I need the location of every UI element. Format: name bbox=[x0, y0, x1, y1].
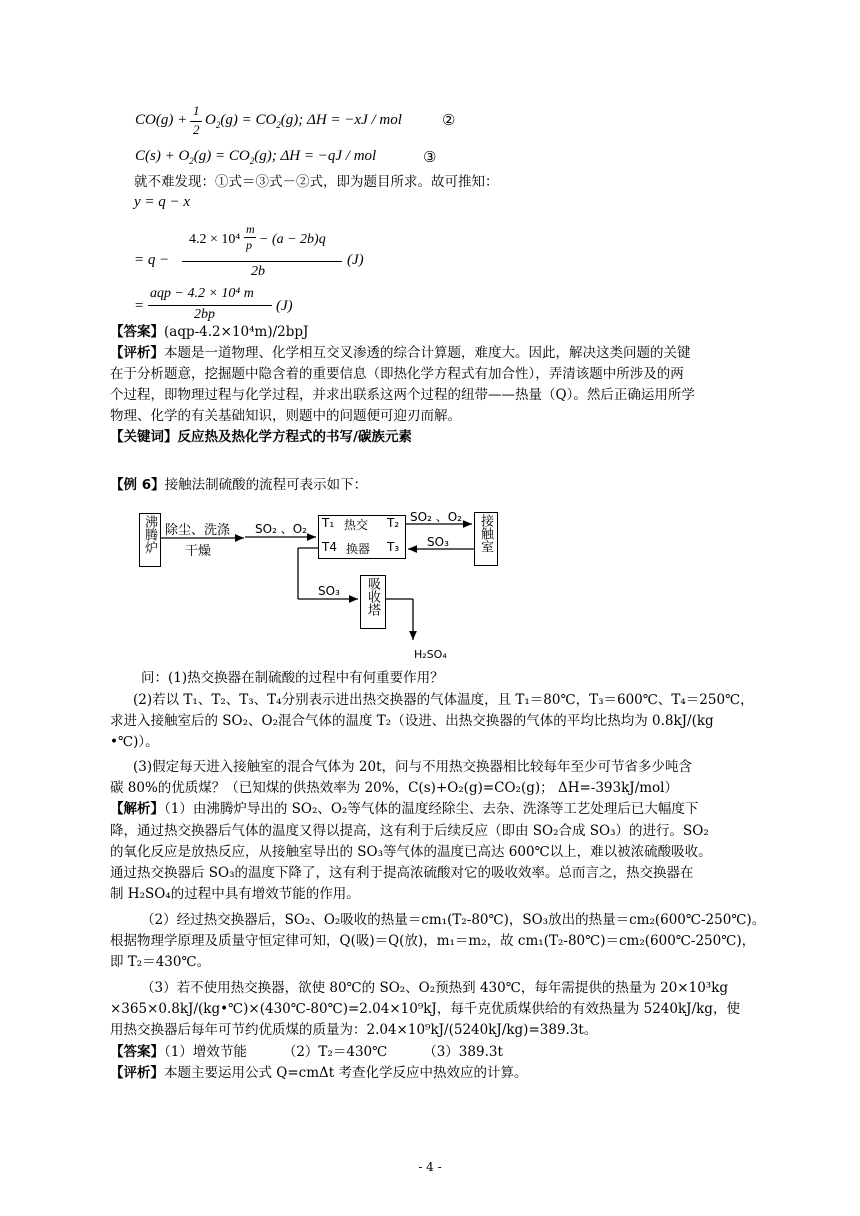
question-2-line-1: (2)若以 T₁、T₂、T₃、T₄分别表示进出热交换器的气体温度，且 T₁＝80℃，T₃＝600℃、T₄＝250℃， bbox=[133, 692, 754, 708]
answer-6: 【答案】（1）增效节能 （2）T₂＝430℃ （3）389.3t bbox=[110, 1044, 503, 1060]
analysis-p2-line-1: （2）经过热交换器后，SO₂、O₂吸收的热量＝cm₁(T₂-80℃)，SO₃放出的热量＝cm₂(600℃-250℃)。 bbox=[141, 912, 766, 928]
question-3-line-2: 碳 80%的优质煤？（已知煤的供热效率为 20%，C(s)+O₂(g)=CO₂(g)； ΔH=-393kJ/mol） bbox=[110, 780, 678, 796]
question-2-line-2: 求进入接触室后的 SO₂、O₂混合气体的温度 T₂（设进、出热交换器的气体的平均比热均为 0.8kJ/(kg bbox=[110, 713, 714, 729]
question-1: 问：(1)热交换器在制硫酸的过程中有何重要作用？ bbox=[141, 670, 444, 686]
example-6-heading: 【例 6】接触法制硫酸的流程可表示如下： bbox=[110, 477, 368, 493]
review-5-line-4: 物理、化学的有关基础知识，则题中的问题便可迎刃而解。 bbox=[110, 408, 461, 424]
inference-text: 就不难发现：①式＝③式－②式，即为题目所求。故可推知： bbox=[134, 174, 499, 190]
hx-bottom-label: 换器 bbox=[346, 542, 371, 556]
analysis-p1-line-2: 降，通过热交换器后气体的温度又得以提高，这有利于后续反应（即由 SO₂合成 SO₃）的进行。SO₂ bbox=[110, 823, 709, 839]
product-label: H₂SO₄ bbox=[414, 648, 447, 661]
y-equation: y = q − x bbox=[134, 194, 191, 210]
analysis-p1-line-4: 通过热交换器后 SO₃的温度下降了，这有利于提高浓硫酸对它的吸收效率。总而言之，热交换器在 bbox=[110, 865, 694, 881]
so3-back-label: SO₃ bbox=[427, 535, 449, 549]
step-dry: 干燥 bbox=[185, 544, 212, 559]
equation-3: $C(s) + O_2(g) = CO_2(g)$; ΔH = −qJ / mol ③ bbox=[135, 148, 437, 166]
derivation-step-2: = aqp − 4.2 × 10⁴ m 2bp (J) bbox=[134, 286, 293, 322]
analysis-p1-line-5: 制 H₂SO₄的过程中具有增效节能的作用。 bbox=[110, 886, 360, 902]
answer-5: 【答案】(aqp-4.2×10⁴m)/2bpJ bbox=[110, 324, 309, 340]
review-6: 【评析】本题主要运用公式 Q=cmΔt 考查化学反应中热效应的计算。 bbox=[110, 1065, 528, 1081]
analysis-p3-line-1: （3）若不使用热交换器，欲使 80℃的 SO₂、O₂预热到 430℃，每年需提供的热量为 20×10³kg bbox=[141, 980, 729, 996]
eq3-tag: ③ bbox=[423, 148, 437, 166]
hx-top-label: 热交 bbox=[344, 518, 369, 532]
analysis-p3-line-2: ×365×0.8kJ/(kg•℃)×(430℃-80℃)=2.04×10⁹kJ，每千克优质煤供给的有效热量为 5240kJ/kg，使 bbox=[110, 1001, 740, 1017]
hx-t1: T₁ bbox=[322, 516, 335, 530]
analysis-p1-line-1: 【解析】（1）由沸腾炉导出的 SO₂、O₂等气体的温度经除尘、去杂、洗涤等工艺处理后已大幅度下 bbox=[110, 801, 699, 817]
page-number: - 4 - bbox=[418, 1160, 442, 1174]
analysis-p2-line-2: 根据物理学原理及质量守恒定律可知，Q(吸)＝Q(放)，m₁＝m₂，故 cm₁(T₂-80℃)＝cm₂(600℃-250℃)， bbox=[110, 933, 756, 949]
step-dedust-wash: 除尘、洗涤 bbox=[165, 523, 231, 538]
review-5-line-1: 【评析】本题是一道物理、化学相互交叉渗透的综合计算题，难度大。因此，解决这类问题的关键 bbox=[110, 345, 691, 361]
review-5-line-2: 在于分析题意，挖掘题中隐含着的重要信息（即热化学方程式有加合性），弄清该题中所涉及的两 bbox=[110, 366, 684, 382]
absorber-label: 吸收塔 bbox=[365, 577, 380, 616]
contact-room-label: 接触室 bbox=[478, 514, 493, 553]
derivation-step-1: = q − 4.2 × 10⁴ m p − (a − 2b)q 2b (J) bbox=[134, 222, 364, 279]
analysis-p2-line-3: 即 T₂＝430℃。 bbox=[110, 954, 211, 970]
question-2-line-3: •℃)）。 bbox=[110, 734, 159, 750]
question-3-line-1: (3)假定每天进入接触室的混合气体为 20t，问与不用热交换器相比较每年至少可节省多少吨含 bbox=[133, 759, 693, 775]
hx-t4: T4 bbox=[322, 540, 337, 554]
eq2-tag: ② bbox=[442, 111, 456, 129]
furnace-label: 沸腾炉 bbox=[142, 515, 157, 554]
gas-in-label: SO₂ 、O₂ bbox=[255, 522, 307, 536]
equation-2: CO(g) + 1 2 $O_2(g) = CO_2(g)$; ΔH = −xJ / mol ② bbox=[135, 103, 456, 137]
review-5-line-3: 个过程，即物理过程与化学过程，并求出联系这两个过程的纽带——热量（Q）。然后正确运用所学 bbox=[110, 387, 695, 403]
analysis-p3-line-3: 用热交换器后每年可节约优质煤的质量为：2.04×10⁹kJ/(5240kJ/kg)=389.3t。 bbox=[110, 1022, 598, 1038]
hx-t3: T₃ bbox=[387, 540, 400, 554]
analysis-p1-line-3: 的氧化反应是放热反应，从接触室导出的 SO₃等气体的温度已高达 600℃以上，难以被浓硫酸吸收。 bbox=[110, 844, 712, 860]
keywords: 【关键词】反应热及热化学方程式的书写/碳族元素 bbox=[110, 429, 412, 445]
hx-t2: T₂ bbox=[387, 516, 400, 530]
gas-to-contact-label: SO₂ 、O₂ bbox=[410, 510, 462, 524]
so3-down-label: SO₃ bbox=[318, 584, 340, 598]
